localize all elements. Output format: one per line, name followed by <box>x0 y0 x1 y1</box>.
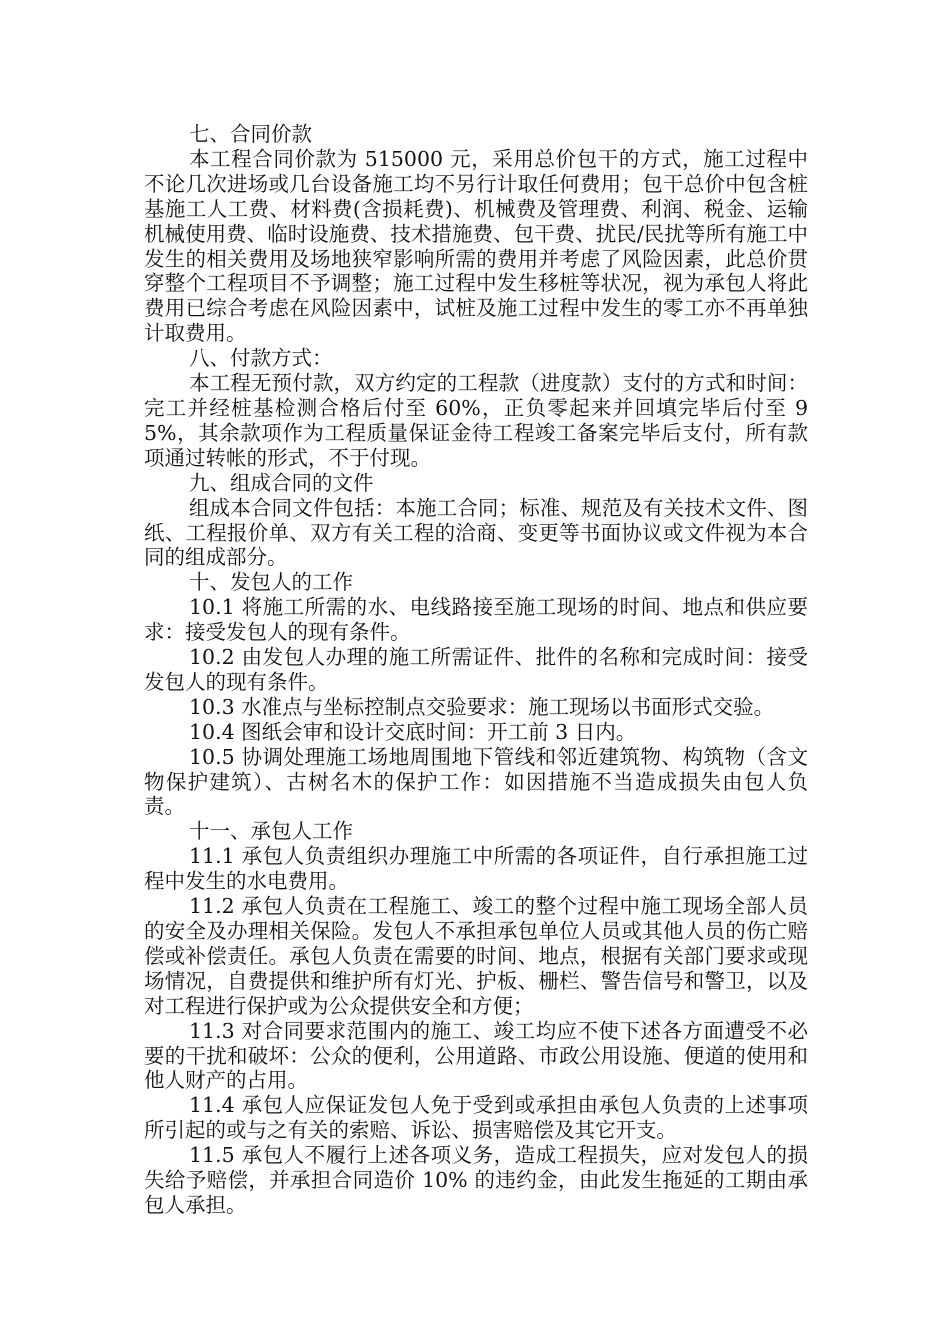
document-body <box>144 122 808 1218</box>
clause-10-4: 10.4 图纸会审和设计交底时间：开工前 3 日内。 <box>189 719 637 744</box>
section-heading-contract-price: 七、合同价款 <box>189 122 312 146</box>
clause-11-2: 11.2 承包人负责在工程施工、竣工的整个过程中施工现场全部人员的安全及办理相关保险。发包人不承担承包单位人员或其他人员的伤亡赔偿或补偿责任。承包人负责在需要的时间、地点，根据有关部门要求或现场情况，自费提供和维护所有灯光、护板、栅栏、警告信号和警卫，以及对工程进行保护或为公众提供安全和方便； <box>144 894 808 1018</box>
clause-10-1: 10.1 将施工所需的水、电线路接至施工现场的时间、地点和供应要求：接受发包人的现有条件。 <box>144 595 808 645</box>
section-heading-contractor-work: 十一、承包人工作 <box>189 819 353 844</box>
paragraph-contract-documents: 组成本合同文件包括：本施工合同；标准、规范及有关技术文件、图纸、工程报价单、双方有关工程的洽商、变更等书面协议或文件视为本合同的组成部分。 <box>144 495 808 570</box>
clause-11-4: 11.4 承包人应保证发包人免于受到或承担由承包人负责的上述事项所引起的或与之有关的索赔、诉讼、损害赔偿及其它开支。 <box>144 1093 808 1143</box>
clause-10-5: 10.5 协调处理施工场地周围地下管线和邻近建筑物、构筑物（含文物保护建筑）、古树名木的保护工作：如因措施不当造成损失由包人负责。 <box>144 744 808 819</box>
paragraph-contract-price: 本工程合同价款为 515000 元，采用总价包干的方式，施工过程中不论几次进场或几台设备施工均不另行计取任何费用；包干总价中包含桩基施工人工费、材料费(含损耗费)、机械费及管理费、利润、税金、运输机械使用费、临时设施费、技术措施费、包干费、扰民/民扰等所有施工中发生的相关费用及场地狭窄影响所需的费用并考虑了风险因素，此总价贯穿整个工程项目不予调整；施工过程中发生移桩等状况，视为承包人将此费用已综合考虑在风险因素中，试桩及施工过程中发生的零工亦不再单独计取费用。 <box>144 146 808 346</box>
clause-11-3: 11.3 对合同要求范围内的施工、竣工均应不使下述各方面遭受不必要的干扰和破坏：公众的便利，公用道路、市政公用设施、便道的使用和他人财产的占用。 <box>144 1018 808 1093</box>
clause-11-1: 11.1 承包人负责组织办理施工中所需的各项证件，自行承担施工过程中发生的水电费用。 <box>144 844 808 894</box>
clause-10-2: 10.2 由发包人办理的施工所需证件、批件的名称和完成时间：接受发包人的现有条件。 <box>144 645 808 694</box>
clause-11-5: 11.5 承包人不履行上述各项义务，造成工程损失，应对发包人的损失给予赔偿，并承担合同造价 10% 的违约金，由此发生拖延的工期由承包人承担。 <box>144 1143 808 1217</box>
paragraph-payment-method: 本工程无预付款，双方约定的工程款（进度款）支付的方式和时间：完工并经桩基检测合格后付至 60%，正负零起来并回填完毕后付至 95%，其余款项作为工程质量保证金待工程竣工备案完毕后支付，所有款项通过转帐的形式，不于付现。 <box>144 371 808 470</box>
section-heading-contract-documents: 九、组成合同的文件 <box>189 470 374 495</box>
section-heading-payment-method: 八、付款方式： <box>189 346 333 371</box>
section-heading-employer-work: 十、发包人的工作 <box>189 570 353 595</box>
clause-10-3: 10.3 水准点与坐标控制点交验要求：施工现场以书面形式交验。 <box>189 694 775 719</box>
